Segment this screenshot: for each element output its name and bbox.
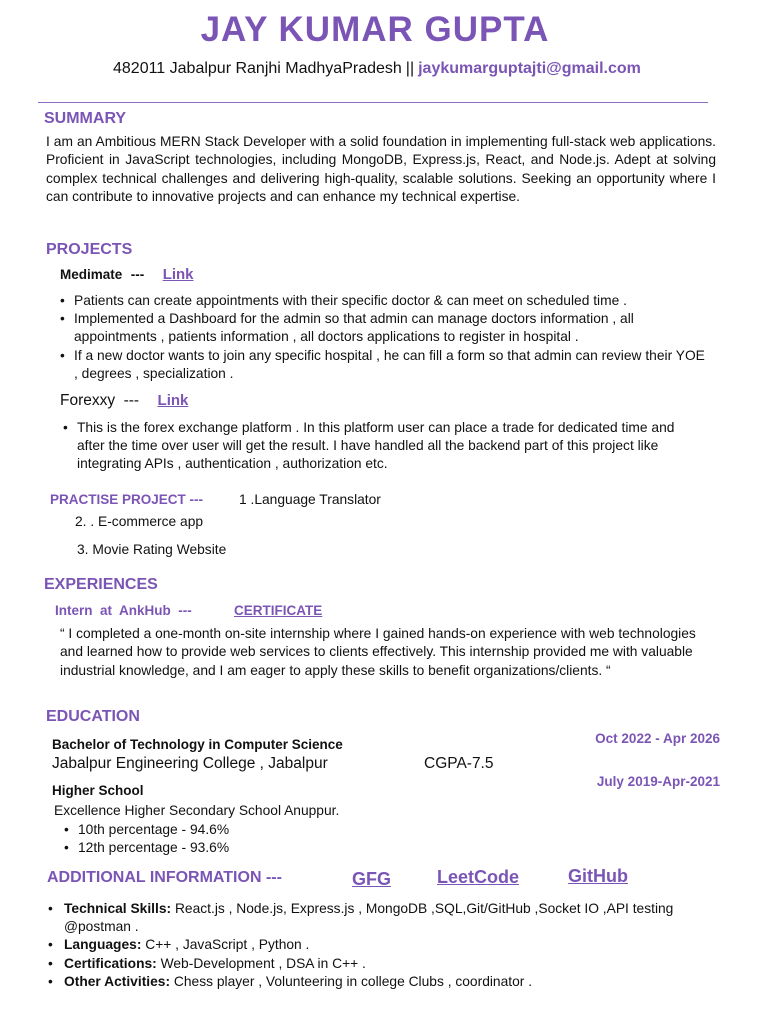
project-dashes: --- <box>123 392 140 409</box>
contact-line <box>113 60 641 78</box>
medimate-bullets <box>60 292 710 383</box>
list-item: • Implemented a Dashboard for the admin so that admin can manage doctors information , all appointments , patients information , all doctors applications to register in hospital . <box>60 310 710 346</box>
experiences-heading: EXPERIENCES <box>44 576 158 593</box>
summary-heading: SUMMARY <box>44 110 127 127</box>
additional-list <box>48 900 708 991</box>
project-name: Forexxy <box>60 392 116 409</box>
practise-item-3: 3. Movie Rating Website <box>77 542 227 557</box>
practise-heading: PRACTISE PROJECT --- <box>50 492 204 507</box>
summary-text: I am an Ambitious MERN Stack Developer with a solid foundation in implementing full-stack web applications. Proficient in JavaScript technologies, including MongoDB, Express.js, React, and Node.js. Adept at solving complex technical challenges and delivering high-quality, scalable solutions. Seeking an opportunity where I can contribute to innovative projects and can enhance my technical expertise. <box>46 134 716 205</box>
item-label: Other Activities: <box>64 973 171 989</box>
leetcode-link[interactable]: LeetCode <box>437 867 520 887</box>
practise-item-2: 2. . E-commerce app <box>75 514 204 529</box>
list-item <box>48 973 708 991</box>
internship-title: Intern at AnkHub --- <box>55 603 192 618</box>
list-item <box>48 936 708 954</box>
projects-heading: PROJECTS <box>46 241 133 258</box>
college-name: Jabalpur Engineering College , Jabalpur <box>52 755 328 772</box>
item-label: Languages: <box>64 937 142 953</box>
gfg-link[interactable]: GFG <box>352 869 391 889</box>
item-label: Technical Skills: <box>64 901 172 916</box>
school-dates: July 2019-Apr-2021 <box>596 774 720 789</box>
item-value: C++ , JavaScript , Python . <box>141 937 310 953</box>
project-dashes: --- <box>130 267 145 282</box>
separator: || <box>405 60 415 77</box>
degree-dates: Oct 2022 - Apr 2026 <box>595 731 720 746</box>
list-item: • 12th percentage - 93.6% <box>64 839 364 857</box>
practise-item-1: 1 .Language Translator <box>239 492 381 507</box>
item-value: Chess player , Volunteering in college Clubs , coordinator . <box>170 973 533 989</box>
list-item: • This is the forex exchange platform . In this platform user can place a trade for dedicated time and after the time over user will get the result. I have handled all the backend part of this project like integrating APIs , authentication , authorization etc. <box>63 419 693 474</box>
item-value: Web-Development , DSA in C++ . <box>156 955 366 971</box>
list-item: • 10th percentage - 94.6% <box>64 821 364 839</box>
email-link[interactable]: jaykumarguptajti@gmail.com <box>418 60 641 77</box>
list-item <box>48 900 708 936</box>
cgpa: CGPA-7.5 <box>424 755 494 772</box>
additional-heading: ADDITIONAL INFORMATION --- <box>47 869 282 886</box>
internship-quote: “ I completed a one-month on-site internship where I gained hands-on experience with web technologies and learned how to provide web services to clients effectively. This internship provided me with valuable industrial knowledge, and I am eager to apply these skills to benefit organizations/clients. “ <box>60 626 696 678</box>
forexxy-bullets <box>63 419 693 474</box>
school-name: Excellence Higher Secondary School Anuppur. <box>54 803 340 818</box>
degree-title: Bachelor of Technology in Computer Science <box>52 737 343 752</box>
item-label: Certifications: <box>64 955 157 971</box>
forexxy-link[interactable]: Link <box>157 392 189 409</box>
certificate-link[interactable]: CERTIFICATE <box>234 603 323 618</box>
list-item <box>48 955 708 973</box>
project-medimate-title <box>60 266 194 284</box>
project-name: Medimate <box>60 267 123 282</box>
list-item: • If a new doctor wants to join any specific hospital , he can fill a form so that admin can review their YOE , degrees , specialization . <box>60 347 710 383</box>
address: 482011 Jabalpur Ranjhi MadhyaPradesh <box>113 60 402 77</box>
school-title: Higher School <box>52 783 144 798</box>
item-value: React.js , Node.js, Express.js , MongoDB ,SQL,Git/GitHub ,Socket IO ,API testing @postman . <box>64 901 674 935</box>
school-scores <box>64 821 364 857</box>
education-heading: EDUCATION <box>46 708 140 725</box>
header-divider <box>38 102 708 103</box>
list-item: • Patients can create appointments with their specific doctor & can meet on scheduled time . <box>60 292 710 310</box>
medimate-link[interactable]: Link <box>162 266 194 283</box>
resume-name: JAY KUMAR GUPTA <box>200 10 550 49</box>
project-forexxy-title <box>60 392 188 410</box>
github-link[interactable]: GitHub <box>568 866 628 886</box>
